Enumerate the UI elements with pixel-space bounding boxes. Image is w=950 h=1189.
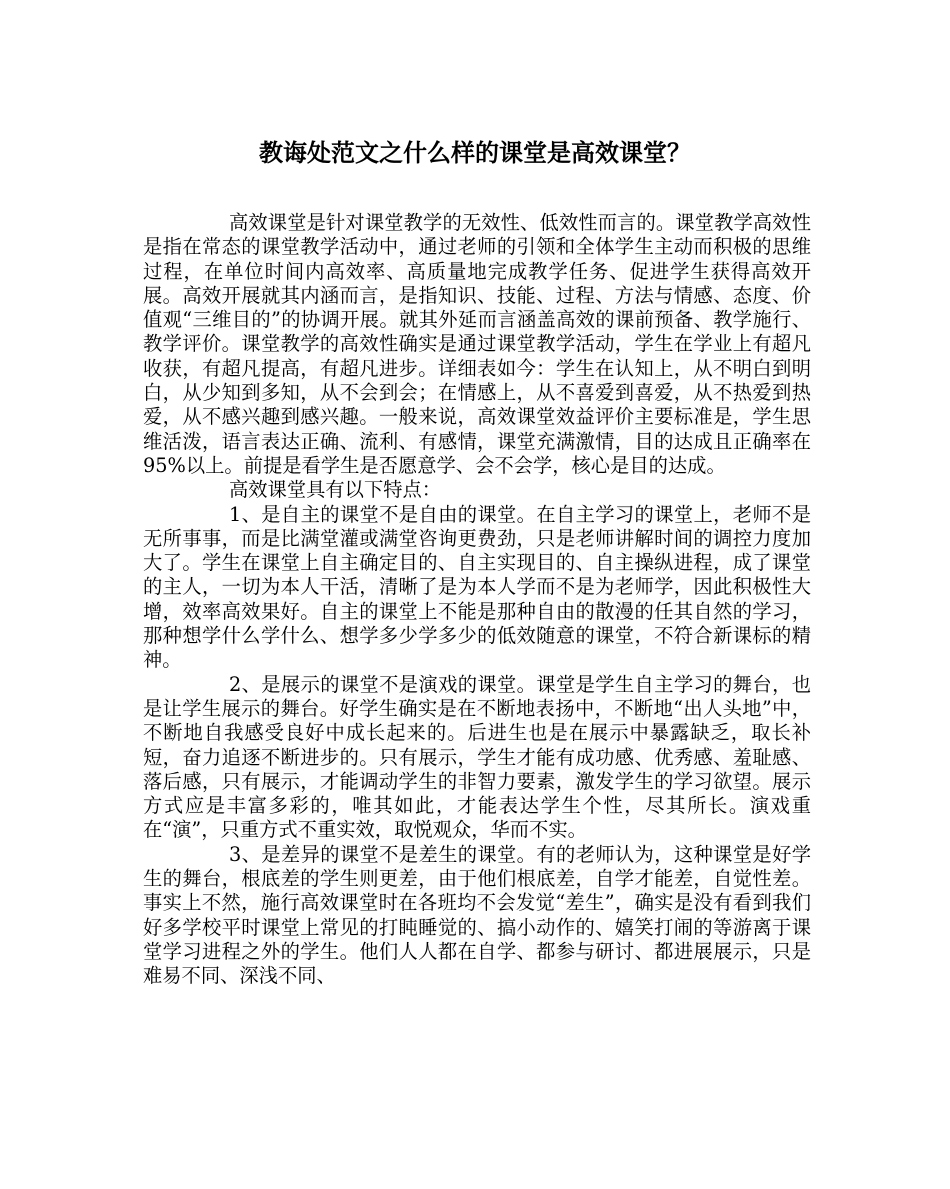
paragraph-intro: 高效课堂是针对课堂教学的无效性、低效性而言的。课堂教学高效性是指在常态的课堂教学活动中，通过老师的引领和全体学生主动而积极的思维过程，在单位时间内高效率、高质量地完成教学任务、促进学生获得高效开展。高效开展就其内涵而言，是指知识、技能、过程、方法与情感、态度、价值观“三维目的”的协调开展。就其外延而言涵盖高效的课前预备、教学施行、教学评价。课堂教学的高效性确实是通过课堂教学活动，学生在学业上有超凡收获，有超凡提高，有超凡进步。详细表如今：学生在认知上，从不明白到明白，从少知到多知，从不会到会；在情感上，从不喜爱到喜爱，从不热爱到热爱，从不感兴趣到感兴趣。一般来说，高效课堂效益评价主要标准是，学生思维活泼，语言表达正确、流利、有感情，课堂充满激情，目的达成且正确率在95%以上。前提是看学生是否愿意学、会不会学，核心是目的达成。	[143, 211, 811, 477]
paragraph-feature-3: 3、是差异的课堂不是差生的课堂。有的老师认为，这种课堂是好学生的舞台，根底差的学生则更差，由于他们根底差，自学才能差，自觉性差。事实上不然，施行高效课堂时在各班均不会发觉“差生”，确实是没有看到我们好多学校平时课堂上常见的打盹睡觉的、搞小动作的、嬉笑打闹的等游离于课堂学习进程之外的学生。他们人人都在自学、都参与研讨、都进展展示，只是难易不同、深浅不同、	[143, 842, 811, 988]
document-body	[143, 211, 811, 989]
paragraph-feature-2: 2、是展示的课堂不是演戏的课堂。课堂是学生自主学习的舞台，也是让学生展示的舞台。好学生确实是在不断地表扬中，不断地“出人头地”中，不断地自我感受良好中成长起来的。后进生也是在展示中暴露缺乏，取长补短，奋力追逐不断进步的。只有展示，学生才能有成功感、优秀感、羞耻感、落后感，只有展示，才能调动学生的非智力要素，激发学生的学习欲望。展示方式应是丰富多彩的，唯其如此，才能表达学生个性，尽其所长。演戏重在“演”，只重方式不重实效，取悦观众，华而不实。	[143, 672, 811, 842]
paragraph-feature-1: 1、是自主的课堂不是自由的课堂。在自主学习的课堂上，老师不是无所事事，而是比满堂灌或满堂咨询更费劲，只是老师讲解时间的调控力度加大了。学生在课堂上自主确定目的、自主实现目的、自主操纵进程，成了课堂的主人，一切为本人干活，清晰了是为本人学而不是为老师学，因此积极性大增，效率高效果好。自主的课堂上不能是那种自由的散漫的任其自然的学习，那种想学什么学什么、想学多少学多少的低效随意的课堂，不符合新课标的精神。	[143, 502, 811, 672]
document-title: 教诲处范文之什么样的课堂是高效课堂？	[259, 138, 691, 167]
paragraph-features-heading: 高效课堂具有以下特点：	[229, 478, 442, 502]
